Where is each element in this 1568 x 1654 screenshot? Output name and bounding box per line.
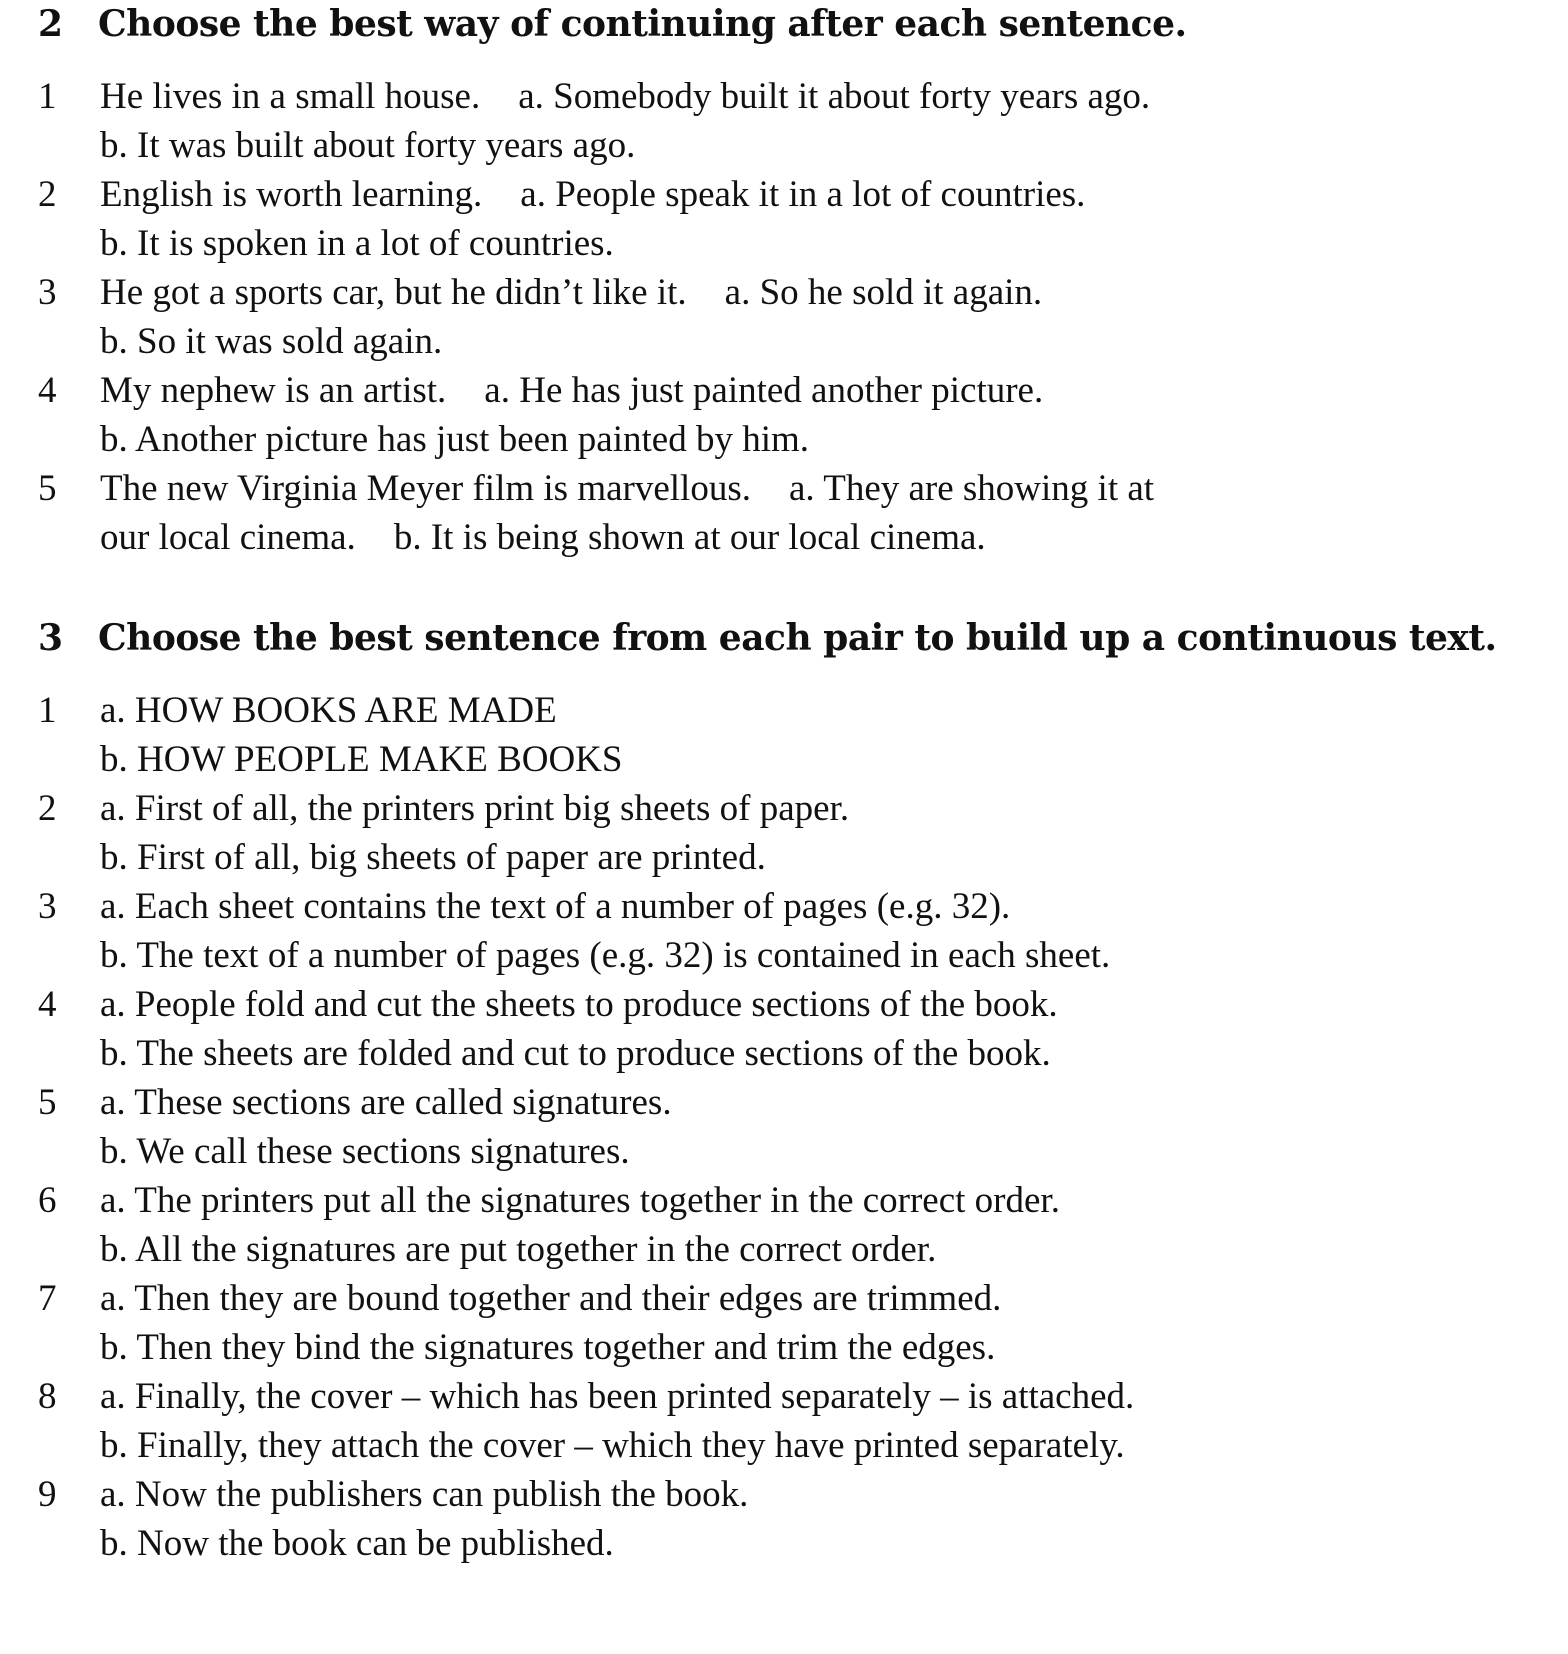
item-number: 4 bbox=[38, 370, 57, 411]
option-b: b. Finally, they attach the cover – which they have printed separately. bbox=[100, 1425, 1125, 1466]
option-b: b. It is being shown at our local cinema. bbox=[393, 517, 986, 558]
item-number: 6 bbox=[38, 1180, 57, 1221]
section-3-items bbox=[38, 686, 1538, 1568]
section-3-heading bbox=[38, 618, 1497, 658]
option-b: b. First of all, big sheets of paper are printed. bbox=[100, 837, 766, 878]
item-stem: The new Virginia Meyer film is marvellous. bbox=[100, 468, 751, 509]
option-a: a. People speak it in a lot of countries. bbox=[520, 174, 1086, 215]
option-b: b. We call these sections signatures. bbox=[100, 1131, 630, 1172]
section-number: 2 bbox=[38, 3, 63, 45]
list-item bbox=[38, 1470, 1538, 1568]
option-a: a. These sections are called signatures. bbox=[100, 1082, 672, 1123]
item-stem: He lives in a small house. bbox=[100, 76, 481, 117]
section-number: 3 bbox=[38, 617, 63, 659]
item-number: 5 bbox=[38, 1082, 57, 1123]
list-item bbox=[38, 980, 1538, 1078]
option-a: a. They are showing it at bbox=[788, 468, 1155, 509]
item-number: 8 bbox=[38, 1376, 57, 1417]
option-b: b. The text of a number of pages (e.g. 32) is contained in each sheet. bbox=[100, 935, 1111, 976]
list-item bbox=[38, 268, 1538, 366]
option-b: b. So it was sold again. bbox=[100, 321, 443, 362]
option-b: b. Now the book can be published. bbox=[100, 1523, 614, 1564]
item-number: 1 bbox=[38, 76, 57, 117]
section-title: Choose the best sentence from each pair to build up a continuous text. bbox=[98, 617, 1497, 659]
option-a: a. Now the publishers can publish the book. bbox=[100, 1474, 749, 1515]
item-number: 3 bbox=[38, 886, 57, 927]
list-item bbox=[38, 1274, 1538, 1372]
item-number: 2 bbox=[38, 788, 57, 829]
option-b: b. All the signatures are put together in the correct order. bbox=[100, 1229, 937, 1270]
list-item bbox=[38, 72, 1538, 170]
list-item bbox=[38, 1078, 1538, 1176]
item-number: 2 bbox=[38, 174, 57, 215]
option-a: a. Finally, the cover – which has been printed separately – is attached. bbox=[100, 1376, 1135, 1417]
section-2-items bbox=[38, 72, 1538, 562]
item-number: 9 bbox=[38, 1474, 57, 1515]
item-number: 3 bbox=[38, 272, 57, 313]
list-item bbox=[38, 686, 1538, 784]
option-b: b. It is spoken in a lot of countries. bbox=[100, 223, 614, 264]
list-item bbox=[38, 1176, 1538, 1274]
option-b: b. Then they bind the signatures together and trim the edges. bbox=[100, 1327, 996, 1368]
list-item bbox=[38, 170, 1538, 268]
option-b: b. Another picture has just been painted by him. bbox=[100, 419, 810, 460]
item-stem: English is worth learning. bbox=[100, 174, 483, 215]
option-a: a. Then they are bound together and their edges are trimmed. bbox=[100, 1278, 1002, 1319]
option-a: a. He has just painted another picture. bbox=[484, 370, 1044, 411]
option-a: a. First of all, the printers print big sheets of paper. bbox=[100, 788, 850, 829]
list-item bbox=[38, 784, 1538, 882]
option-b: b. The sheets are folded and cut to produce sections of the book. bbox=[100, 1033, 1051, 1074]
option-a: a. Each sheet contains the text of a number of pages (e.g. 32). bbox=[100, 886, 1011, 927]
list-item bbox=[38, 366, 1538, 464]
option-a: a. HOW BOOKS ARE MADE bbox=[100, 690, 557, 731]
option-b: b. HOW PEOPLE MAKE BOOKS bbox=[100, 739, 623, 780]
item-stem: My nephew is an artist. bbox=[100, 370, 447, 411]
option-a: a. So he sold it again. bbox=[724, 272, 1043, 313]
item-stem: He got a sports car, but he didn’t like it. bbox=[100, 272, 687, 313]
option-a: a. People fold and cut the sheets to produce sections of the book. bbox=[100, 984, 1058, 1025]
option-a-continued: our local cinema. bbox=[100, 517, 356, 558]
option-b: b. It was built about forty years ago. bbox=[100, 125, 636, 166]
item-number: 7 bbox=[38, 1278, 57, 1319]
section-2-heading bbox=[38, 4, 1187, 44]
list-item bbox=[38, 464, 1538, 562]
item-number: 5 bbox=[38, 468, 57, 509]
section-title: Choose the best way of continuing after each sentence. bbox=[98, 3, 1187, 45]
item-number: 1 bbox=[38, 690, 57, 731]
list-item bbox=[38, 882, 1538, 980]
item-number: 4 bbox=[38, 984, 57, 1025]
option-a: a. Somebody built it about forty years ago. bbox=[518, 76, 1151, 117]
option-a: a. The printers put all the signatures together in the correct order. bbox=[100, 1180, 1060, 1221]
list-item bbox=[38, 1372, 1538, 1470]
